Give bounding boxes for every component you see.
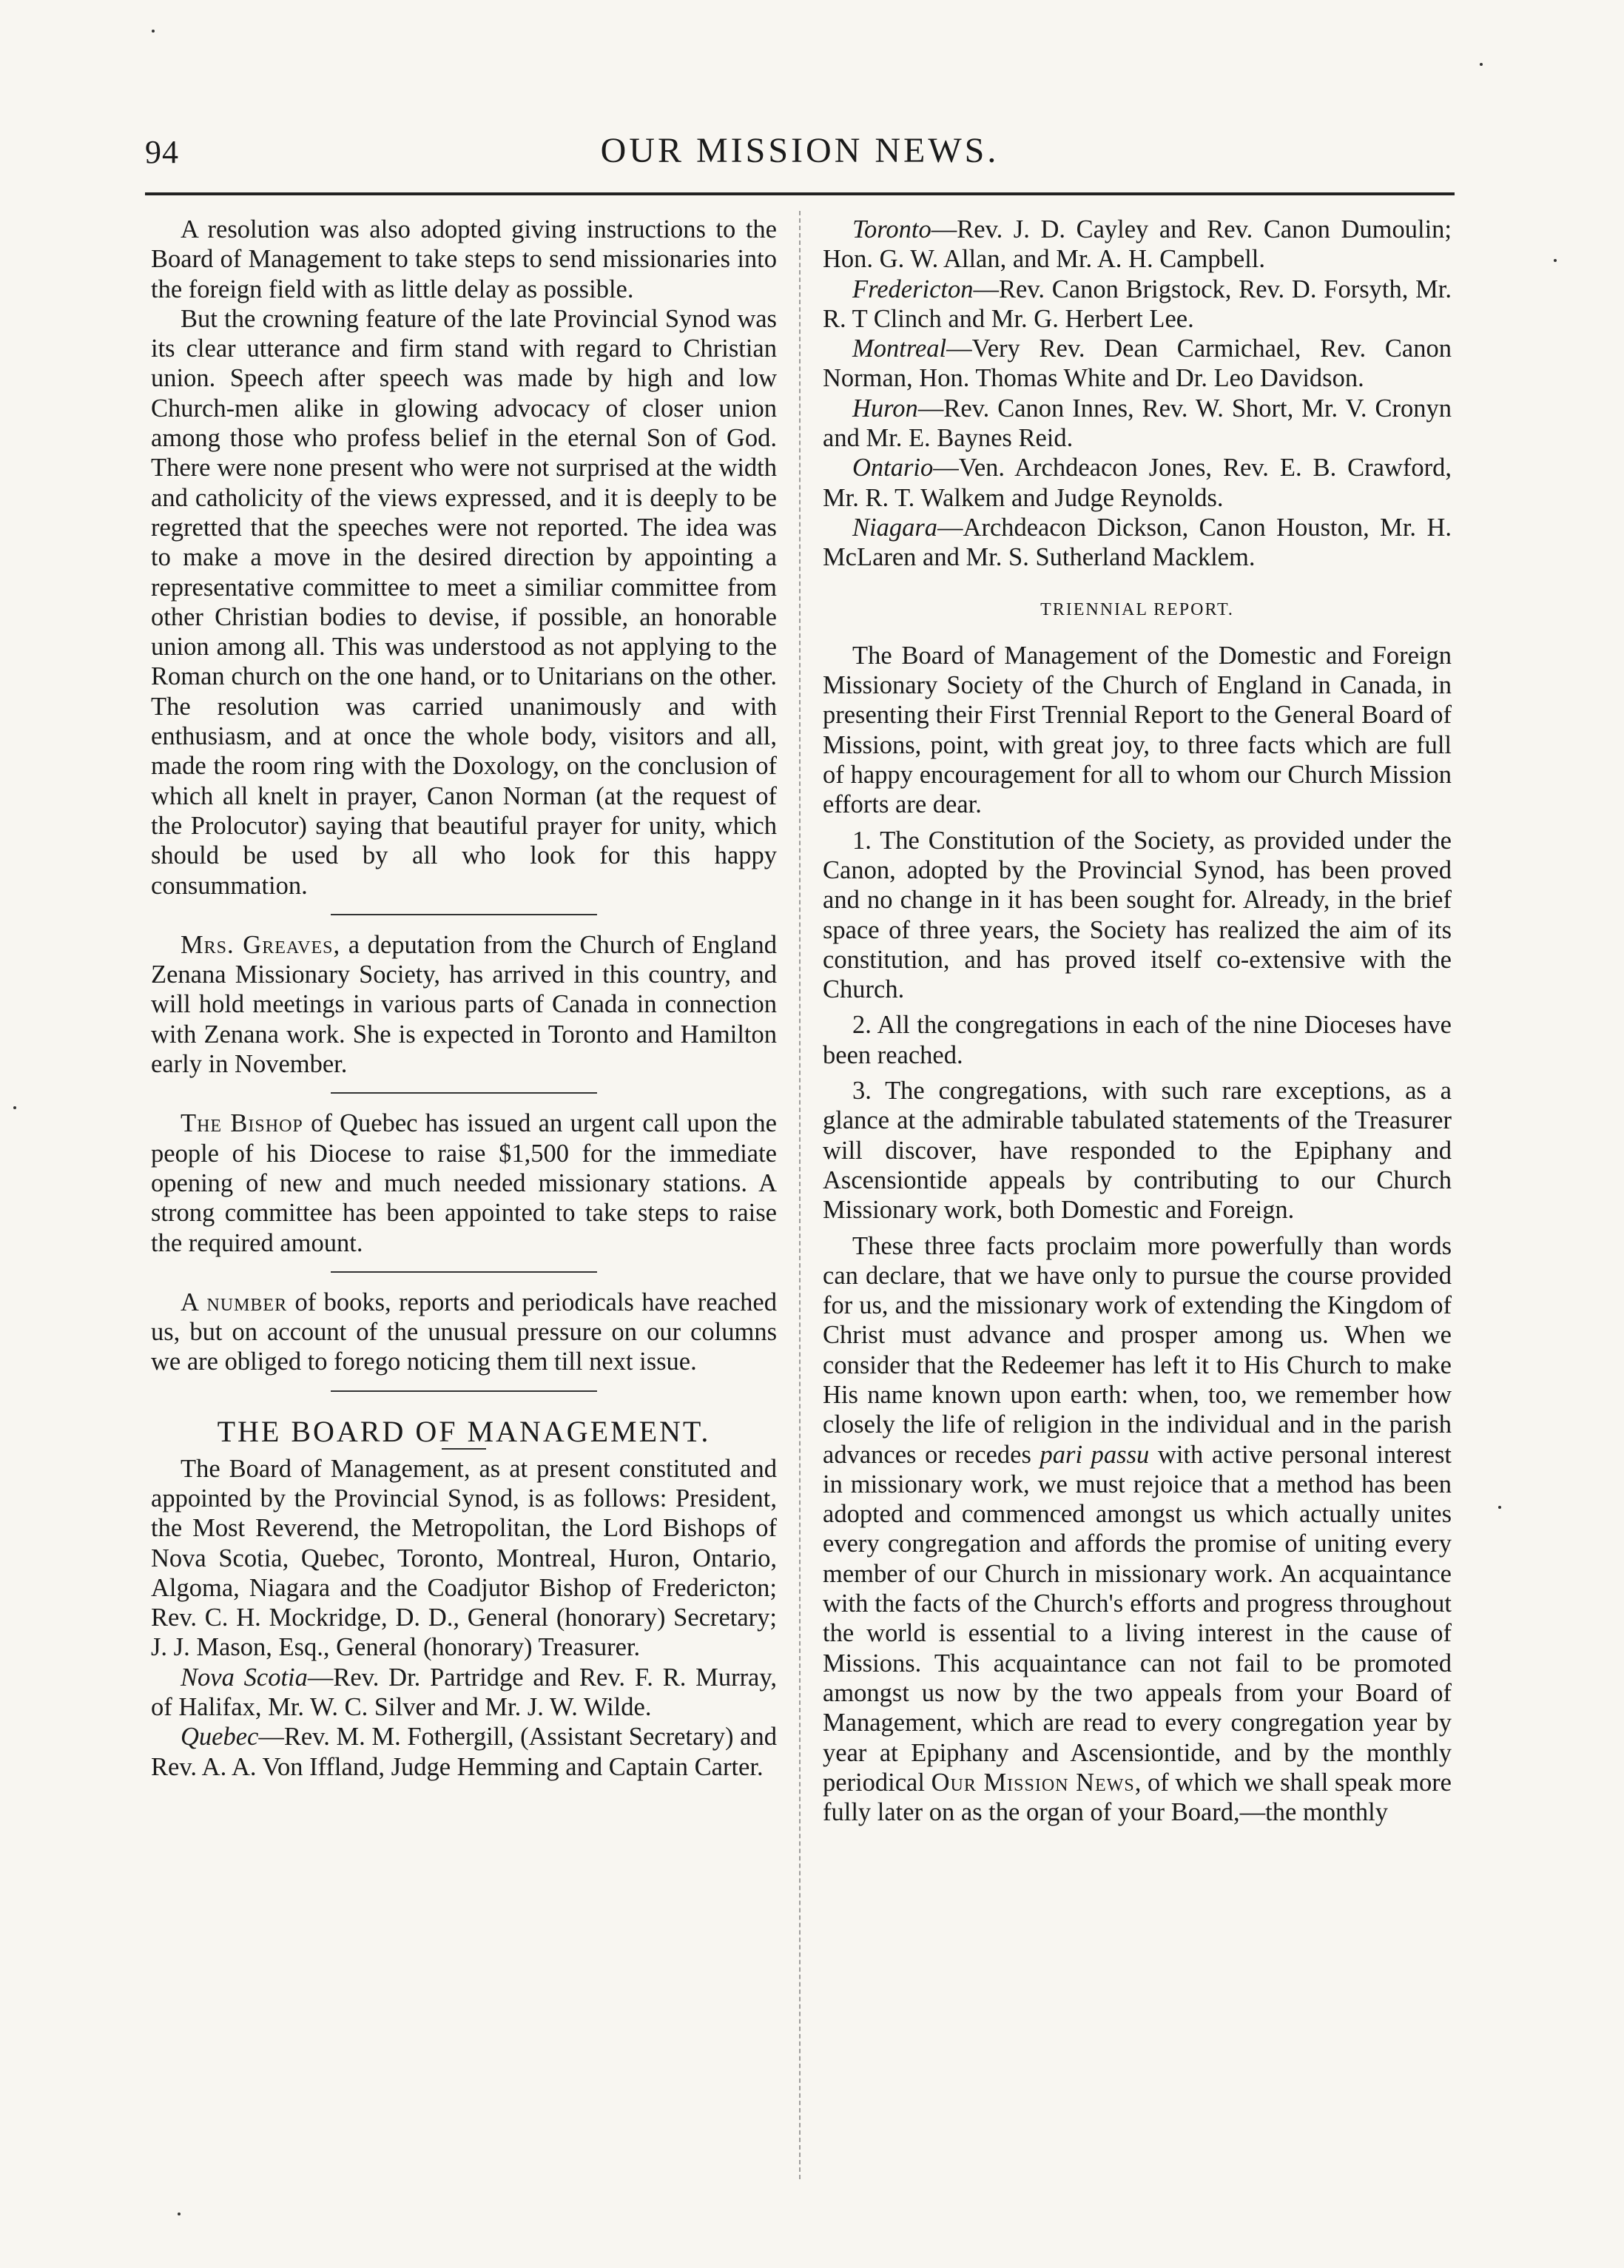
scan-speck bbox=[1480, 63, 1483, 66]
bishop-lead: The Bishop bbox=[181, 1109, 303, 1138]
greaves-notice bbox=[151, 930, 777, 1079]
fredericton-text: —Rev. Canon Brigstock, Rev. D. Forsyth, Mr. R. T Clinch and Mr. G. Herbert Lee. bbox=[823, 275, 1452, 333]
resolution-paragraph: A resolution was also adopted giving instructions to the Board of Management to take steps to send missionaries into the foreign field with as little delay as possible. bbox=[151, 215, 777, 303]
section-rule bbox=[331, 1092, 597, 1094]
ontario-entry bbox=[823, 453, 1452, 513]
huron-entry bbox=[823, 394, 1452, 454]
scan-speck bbox=[1554, 259, 1557, 262]
montreal-entry bbox=[823, 334, 1452, 394]
triennial-point-1: 1. The Constitution of the Society, as provided under the Canon, adopted by the Provincial Synod, has been proved and no change in it has been sought for. Already, in the brief space of three years, the Society has realized the aim of its constitution, and has proved itself co-extensive with the Church. bbox=[823, 826, 1452, 1004]
fredericton-label: Fredericton bbox=[852, 275, 974, 303]
page-header bbox=[145, 130, 1455, 189]
greaves-text: a deputation from the Church of England Zenana Missionary Society, has arrived in this country, and will hold meetings in various parts of Canada in connection with Zenana work. She is expected in Toronto and Hamilton early in November. bbox=[151, 930, 777, 1079]
books-text: of books, reports and periodicals have reached us, but on account of the unusual pressure on our columns we are obliged to forego noticing them till next issue. bbox=[151, 1288, 777, 1376]
conclusion-text-b: with active personal interest in missionary work, we must rejoice that a method has been adopted and commenced amongst us which actually unites every congregation and affords the promise of uniting every member of our Church in missionary work. An acquaintance with the facts of the Church's efforts and progress throughout the world is essential to a living interest in the cause of Missions. This acquaintance can not fail to be promoted amongst us now by the two appeals from your Board of Management, which are read to every congregation year by year at Epiphany and Ascensiontide, and by the monthly periodical bbox=[823, 1440, 1452, 1797]
triennial-conclusion bbox=[823, 1231, 1452, 1828]
books-notice bbox=[151, 1288, 777, 1377]
column-divider bbox=[799, 211, 801, 2179]
our-mission-news-ref: Our Mission News bbox=[931, 1768, 1135, 1797]
ontario-text: —Ven. Archdeacon Jones, Rev. E. B. Crawford, Mr. R. T. Walkem and Judge Reynolds. bbox=[823, 454, 1452, 512]
page-number: 94 bbox=[145, 134, 179, 170]
huron-label: Huron bbox=[852, 394, 918, 423]
section-rule bbox=[331, 914, 597, 915]
pari-passu: pari passu bbox=[1040, 1440, 1150, 1469]
nova-scotia-text: —Rev. Dr. Partridge and Rev. F. R. Murray, of Halifax, Mr. W. C. Silver and Mr. J. W. Wilde. bbox=[151, 1663, 777, 1722]
conclusion-text-a: These three facts proclaim more powerfully than words can declare, that we have only to pursue the course provided for us, and the missionary work of extending the Kingdom of Christ must advance and prosper among us. When we consider that the Redeemer has left it to His Church to make His name known upon earth: when, too, we remember how closely the life of religion in the individual and in the parish advances or recedes bbox=[823, 1231, 1452, 1469]
montreal-text: —Very Rev. Dean Carmichael, Rev. Canon Norman, Hon. Thomas White and Dr. Leo Davidson. bbox=[823, 334, 1452, 393]
christian-union-paragraph: But the crowning feature of the late Provincial Synod was its clear utterance and firm stand with regard to Christian union. Speech after speech was made by high and low Church-men alike in glowing advocacy of closer union among those who profess belief in the eternal Son of God. There were none present who were not surprised at the width and catholicity of the views expressed, and it is deeply to be regretted that the speeches were not reported. The idea was to make a move in the desired direction by appointing a representative committee to meet a similiar committee from other Christian bodies to devise, if possible, an honorable union among all. This was understood as not applying to the Roman church on the one hand, or to Unitarians on the other. The resolution was carried unanimously and with enthusiasm, and at once the whole body, visitors and all, made the room ring with the Doxology, on the conclusion of which all knelt in prayer, Canon Norman (at the request of the Prolocutor) saying that beautiful prayer for unity, which should be used by all who look for this happy consummation. bbox=[151, 304, 777, 900]
right-column bbox=[823, 215, 1452, 1827]
scan-speck bbox=[178, 2213, 181, 2215]
quebec-label: Quebec bbox=[181, 1723, 259, 1752]
greaves-lead: Mrs. Greaves, bbox=[181, 930, 341, 959]
books-lead: A number bbox=[181, 1288, 288, 1316]
board-composition: The Board of Management, as at present constituted and appointed by the Provincial Synod, is as follows: President, the Most Reverend, the Metropolitan, the Lord Bishops of Nova Scotia, Quebec, Toronto, Montreal, Huron, Ontario, Algoma, Niagara and the Coadjutor Bishop of Fredericton; Rev. C. H. Mockridge, D. D., General (honorary) Secretary; J. J. Mason, Esq., General (honorary) Treasurer. bbox=[151, 1454, 777, 1662]
header-rule bbox=[145, 192, 1455, 195]
toronto-label: Toronto bbox=[852, 215, 931, 243]
huron-text: —Rev. Canon Innes, Rev. W. Short, Mr. V. Cronyn and Mr. E. Baynes Reid. bbox=[823, 394, 1452, 453]
niagara-label: Niagara bbox=[852, 513, 938, 542]
nova-scotia-label: Nova Scotia bbox=[181, 1663, 308, 1692]
section-rule bbox=[331, 1271, 597, 1273]
ontario-label: Ontario bbox=[852, 454, 934, 482]
scan-speck bbox=[13, 1106, 16, 1109]
conclusion-text-c: , of which we shall speak more fully later on as the organ of your Board,—the monthly bbox=[823, 1768, 1452, 1827]
montreal-label: Montreal bbox=[852, 334, 947, 363]
niagara-text: —Archdeacon Dickson, Canon Houston, Mr. H. McLaren and Mr. S. Sutherland Macklem. bbox=[823, 513, 1452, 572]
bishop-text: of Quebec has issued an urgent call upon the people of his Diocese to raise $1,500 for the immediate opening of new and much needed missionary stations. A strong committee has been appointed to take steps to raise the required amount. bbox=[151, 1109, 777, 1257]
section-rule bbox=[331, 1390, 597, 1392]
bishop-quebec-notice bbox=[151, 1108, 777, 1257]
left-column bbox=[151, 215, 777, 1782]
quebec-entry bbox=[151, 1722, 777, 1782]
scan-speck bbox=[1498, 1506, 1501, 1509]
running-title: OUR MISSION NEWS. bbox=[600, 131, 1000, 170]
board-heading: THE BOARD OF MANAGEMENT. bbox=[217, 1414, 711, 1448]
scan-speck bbox=[152, 30, 155, 33]
toronto-entry bbox=[823, 215, 1452, 275]
niagara-entry bbox=[823, 513, 1452, 573]
triennial-point-3: 3. The congregations, with such rare exceptions, as a glance at the admirable tabulated statements of the Treasurer will discover, have responded to the Epiphany and Ascensiontide appeals by contributing to our Church Missionary work, both Domestic and Foreign. bbox=[823, 1077, 1452, 1225]
triennial-point-2: 2. All the congregations in each of the nine Dioceses have been reached. bbox=[823, 1011, 1452, 1069]
quebec-text: —Rev. M. M. Fothergill, (Assistant Secretary) and Rev. A. A. Von Iffland, Judge Hemming and Captain Carter. bbox=[151, 1723, 777, 1781]
triennial-heading: TRIENNIAL REPORT. bbox=[1040, 599, 1234, 619]
toronto-text: —Rev. J. D. Cayley and Rev. Canon Dumoulin; Hon. G. W. Allan, and Mr. A. H. Campbell. bbox=[823, 215, 1452, 274]
fredericton-entry bbox=[823, 275, 1452, 334]
nova-scotia-entry bbox=[151, 1663, 777, 1723]
triennial-intro: The Board of Management of the Domestic and Foreign Missionary Society of the Church of England in Canada, in presenting their First Trennial Report to the General Board of Missions, point, with great joy, to three facts which are full of happy encouragement for all to whom our Church Mission efforts are dear. bbox=[823, 641, 1452, 819]
